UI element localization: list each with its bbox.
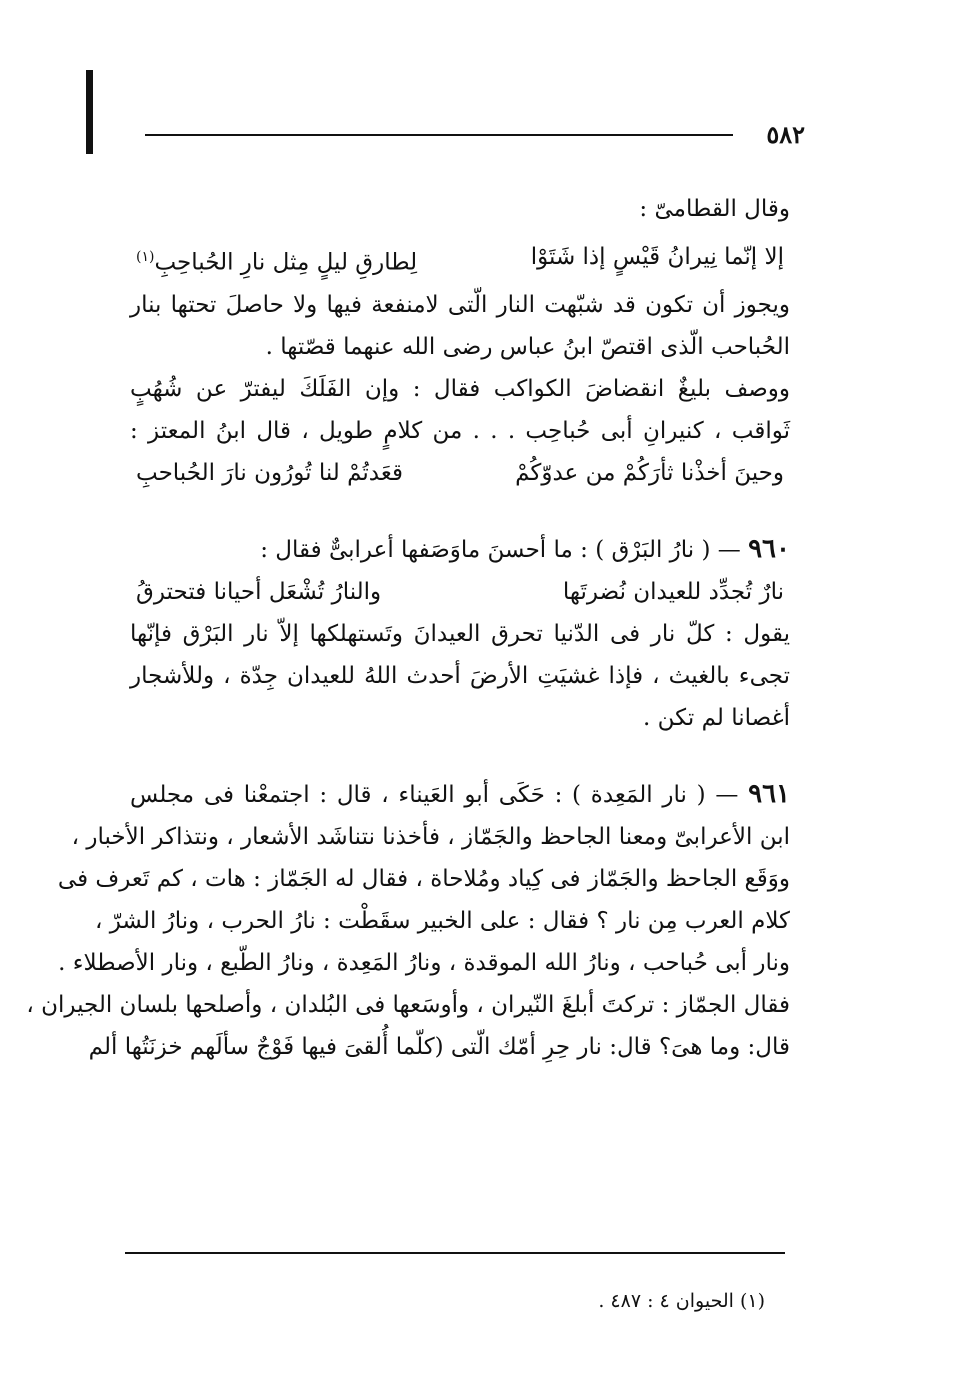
section-960-title: — ( نارُ البَرْق ) : ما أحسنَ ماوَصَفها أعرابىٌّ فقال :	[260, 536, 741, 563]
section-961-line-6: فقال الجمّاز : تركتَ أبلغَ النّيران ، وأوسَعها فى البُلدان ، وأصلحها بلسان الجيران ،	[26, 991, 790, 1018]
footnote-rule	[125, 1252, 785, 1254]
verse-1-second-text: لِطارقِ ليلٍ مِثل نارِ الحُباحِبِ	[154, 249, 418, 276]
footnote-marker: (١)	[136, 249, 155, 265]
paragraph-1-line-2: الحُباحب الّذى اقتصّ ابنُ عباس رضى الله عنهما قصّتها .	[265, 333, 790, 360]
section-960-number: ٩٦٠	[748, 533, 790, 564]
section-961-number: ٩٦١	[748, 778, 791, 809]
verse-2	[130, 452, 790, 494]
section-961-line-2: ابن الأعرابىّ ومعنا الجاحظ والجَمّاز ، فأخذنا نتناشَد الأشعار ، ونتذاكر الأخبار ،	[71, 823, 790, 850]
page-header	[145, 118, 805, 148]
paragraph-3-line-2: تجىء بالغيث ، فإذا غشيَتِ الأرضَ أحدث اللهُ للعيدان جِدّة ، وللأشجار	[130, 662, 790, 689]
paragraph-2-line-1: ووصف بليغٌ انقضاضَ الكواكب فقال : وإن الفَلَكَ ليفترّ عن شُهُبٍ	[130, 375, 790, 402]
verse-1-second-hemistich	[136, 236, 417, 284]
paragraph-2-line-2: ثَواقب ، كنيرانِ أبى حُباحِب . . . من كلامٍ طويل ، قال ابنُ المعتز :	[130, 417, 790, 444]
verse-1	[130, 236, 790, 284]
verse-3	[130, 571, 790, 613]
page-body	[26, 188, 791, 1068]
paragraph-3-line-3: أغصانا لم تكن .	[643, 704, 790, 731]
intro-line: وقال القطامىّ :	[639, 196, 790, 222]
header-rule	[145, 134, 733, 136]
verse-3-first-hemistich: نارٌ تُجدِّد للعيدان نُضرتَها	[562, 578, 784, 605]
paragraph-1-line-1: ويجوز أن تكون قد شبّهت النار الّتى لامنفعة فيها ولا حاصلَ تحتها بنار	[130, 291, 790, 318]
section-961-line-4: كلام العرب مِن نار ؟ فقال : على الخبير سقَطْت : نارُ الحرب ، ونارُ الشرّ ،	[95, 907, 790, 934]
section-gap	[130, 739, 790, 773]
verse-3-second-hemistich: والنارُ تُشْعَل أحيانا فتحترقُ	[136, 578, 382, 605]
section-961-line-7: قال: وما هىَ؟ قال: نار حِرِ أمّك الّتى (كلّما أُلقىَ فيها فَوْجٌ سألَهم خزنَتُها ألم	[88, 1033, 790, 1060]
section-961-line-3: ووَقَع الجاحظ والجَمّاز فى كِياد ومُلاحاة ، فقال له الجَمّاز : هات ، كم تَعرف فى	[57, 865, 790, 892]
verse-2-first-hemistich: وحينَ أخذْنا ثأرَكُمْ من عدوّكُمْ	[515, 459, 784, 486]
footnote: (١) الحيوان ٤ : ٤٨٧ .	[598, 1290, 765, 1312]
paragraph-3-line-1: يقول : كلّ نار فى الدّنيا تحرق العيدانَ وتَستهلكها إلاّ نار البَرْق فإنّها	[130, 620, 790, 647]
section-961-line-1-text: — ( نار المَعِدة ) : حَكَى أبو العَيناء ، قال : اجتمعْنا فى مجلس	[130, 781, 739, 808]
section-961-line-5: ونار أبى حُباحب ، ونارُ الله الموقدة ، ونارُ المَعِدة ، ونارُ الطّبع ، ونار الأصطلاء .	[58, 949, 790, 976]
verse-1-first-hemistich: إلا إنّما نِيرانُ قَيْسٍ إذا شَتَوْا	[530, 244, 784, 270]
section-960-heading	[130, 528, 790, 571]
section-961-line-1	[130, 773, 790, 816]
page-number: ٥٨٢	[766, 120, 805, 149]
margin-mark	[86, 70, 93, 154]
verse-2-second-hemistich: قعَدتُمْ لنا تُورُون نارَ الحُباحبِ	[136, 459, 403, 486]
section-gap	[130, 494, 790, 528]
